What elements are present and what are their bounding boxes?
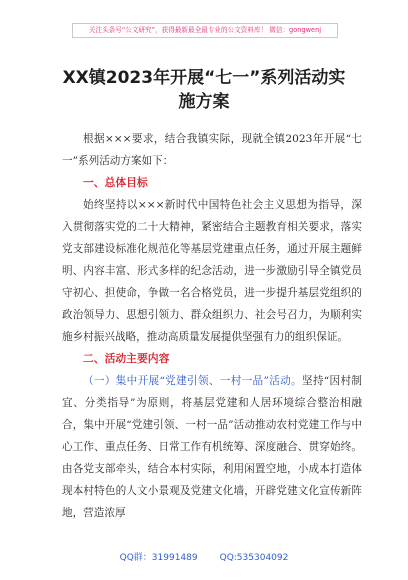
footer-qq-group: QQ群：31991489 xyxy=(119,553,198,563)
document-title-line-1: XX镇2023年开展“七一”系列活动实 xyxy=(62,68,346,88)
section-2-heading: 二、活动主要内容 xyxy=(83,352,170,365)
item-1-body: 坚持“因村制宜、分类指导”为原则，将基层党建和人居环境综合整治相融合，集中开展“党建引领、一村一品”活动推动农村党建工作与中心工作、重点任务、日常工作有机统筹、深度融合、贯穿始终。由各党支部牵头，结合本村实际，利用闲置空地，小成本打造体现本村特色的人文小景观及党建文化墙，开辟党建文化宣传新阵地，营造浓厚 xyxy=(62,375,362,519)
intro-paragraph: 根据×××要求，结合我镇实际，现就全镇2023年开展“七一”系列活动方案如下： xyxy=(62,133,362,167)
footer-contact xyxy=(0,550,408,563)
section-1-body: 始终坚持以×××新时代中国特色社会主义思想为指导，深入贯彻落实党的二十大精神，紧密结合主题教育相关要求，落实党支部建设标准化规范化等基层党建重点任务，通过开展主题鲜明、内容丰富、形式多样的纪念活动，进一步激励引导全镇党员守初心、担使命，争做一名合格党员，进一步提升基层党组织的政治领导力、思想引领力、群众组织力、社会号召力，为顺利实施乡村振兴战略，推动高质量发展提供坚强有力的组织保证。 xyxy=(62,199,362,343)
section-1-heading: 一、总体目标 xyxy=(83,176,148,189)
footer-qq: QQ:535304092 xyxy=(219,553,289,563)
item-1-title: （一）集中开展“党建引领、一村一品”活动。 xyxy=(83,375,302,387)
section-2-item-1 xyxy=(62,370,362,524)
top-banner: 关注头条号“公文研究”，获得最新最全最专业的公文资料库！ 微信：gongwenj xyxy=(72,23,338,38)
document-title-line-2: 施方案 xyxy=(178,92,230,112)
